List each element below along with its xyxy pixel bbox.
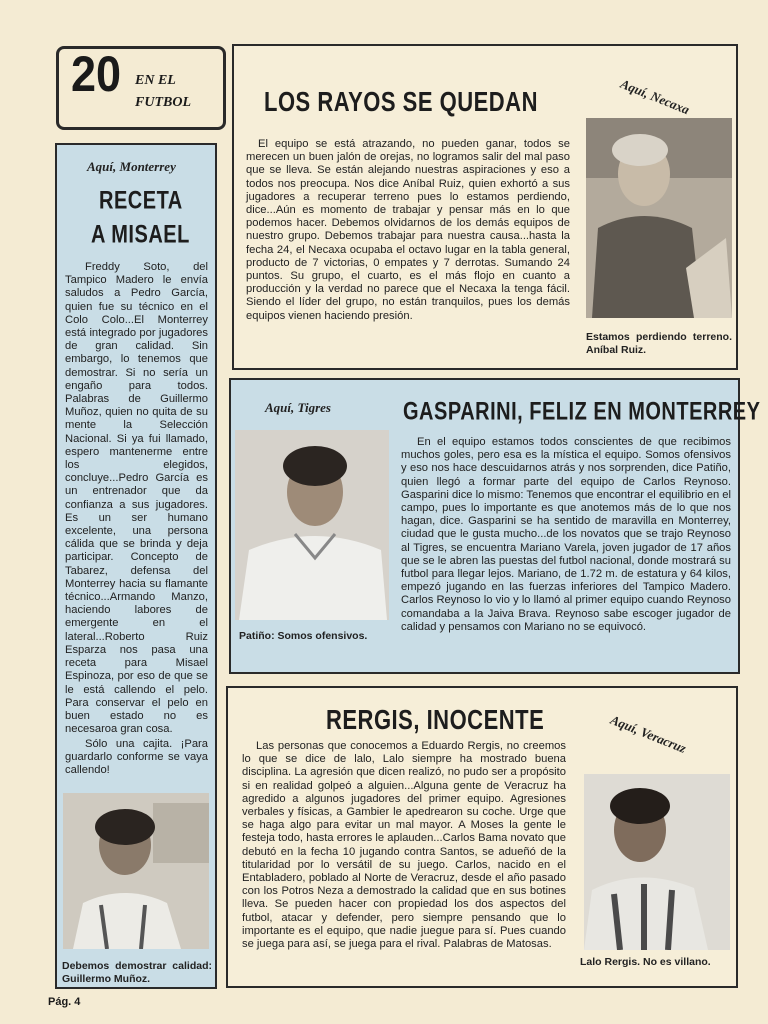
patino-photo xyxy=(235,430,389,620)
tigres-body: En el equipo estamos todos conscientes de que recibimos muchos goles, pero esa es la mística el equipo. Somos ofensivos y eso nos hace descuidarnos atrás y nos sorprenden, dice Patiño, quien llegó a formar parte del equipo de Carlos Reynoso. Gasparini dice lo mismo: Tenemos que encontrar el equilibrio en el campo, pues lo importante es que anotemos más de lo que nos hagan, dice. Gasparini se ha sentido de maravilla en Monterrey, ciudad que le gusta mucho...de los novatos que se trajo Reynoso al Tigres, se encuentra Mariano Varela, joven jugador de 17 años que se le abren las puestas del futbol nacional, donde mostrará su futbol para llegar lejos. Mariano, de 1.72 m. de estatura y 64 kilos, empezó jugando en las fuerzas inferiores del Tampico Madero. Carlos Reynoso lo vio y lo llamó al primer equipo cuando Reynoso comandaba a la Jaiva Brava. Reynoso sabe escoger jugador de calidad y pensamos con Mariano no se equivocó. xyxy=(401,436,731,633)
player-portrait-icon xyxy=(235,430,389,620)
section-label-line1: EN EL xyxy=(135,73,176,88)
tigres-title: GASPARINI, FELIZ EN MONTERREY xyxy=(403,398,761,426)
guillermo-munoz-photo xyxy=(63,793,209,949)
article-tigres xyxy=(229,378,761,674)
left-column-body: Freddy Soto, del Tampico Madero le envía saludos a Pedro García, quien fue su técnico en el Colo Colo...El Monterrey está integrado por jugadores de gran calidad. Sin embargo, lo tenemos que demostrar. Si no sería un engaño para todos. Palabras de Guillermo Muñoz, quien no quita de su mente la Selección Nacional. Si ya fui llamado, espero mantenerme entre los elegidos, concluye...Pedro García es un entrenador que da confianza a sus jugadores. Es un ser humano excelente, una persona cálida que se brinda y deja participar. Concepto de Tabarez, defensa del Monterrey hacia su flamante técnico...Armando Manzo, haciendo labores de emergente en el lateral...Roberto Ruiz Esparza nos pasa una receta para Misael Espinoza, por eso de que se le está callendo el pelo. Para conservar el pelo en buen estado no es necesaroa gran cosa. xyxy=(65,261,208,736)
left-column-tag: Aquí, Monterrey xyxy=(87,159,176,174)
veracruz-caption: Lalo Rergis. No es villano. xyxy=(580,956,711,968)
section-label-line2: FUTBOL xyxy=(135,95,191,110)
left-column-article xyxy=(55,143,217,989)
article-veracruz xyxy=(226,686,738,988)
article-necaxa xyxy=(232,44,738,370)
veracruz-title: RERGIS, INOCENTE xyxy=(326,704,545,736)
tigres-tag: Aquí, Tigres xyxy=(265,400,331,415)
left-column-caption: Debemos demostrar calidad: Guillermo Muñoz. xyxy=(62,960,212,985)
veracruz-body: Las personas que conocemos a Eduardo Rergis, no creemos lo que se dice de lalo, Lalo siempre ha mostrado buena disciplina. La agresión que dicen realizó, no pudo ser a propósito si en realidad golpeó a alguien...Alguna gente de Veracruz ha agredido a algunos jugadores del primer equipo. Agresiones verbales y físicas, a Gambier le apedrearon su coche. Urge que se haga algo para evitar un mal mayor. A Moses la gente le festeja todo, hasta errores le aplauden...Carlos Bama novato que debutó en la fecha 10 jugando contra Santos, se adueñó de la titularidad por lo versátil de su juego. Carlos, nacido en el Entabladero, poblado al Norte de Veracruz, desde el año pasado con los Potros Neza a demostrado la calidad que en sus botines lleva. Se pueden hacer con propiedad los dos aspectos del futbol, atacar y defender, pero siempre pensando que lo importante es el equipo, que nadie juegue para sí. Pues cuando se juega para así, se juega para el rival. Palabras de Matosas. xyxy=(242,740,566,951)
necaxa-title: LOS RAYOS SE QUEDAN xyxy=(264,86,538,118)
necaxa-tag: Aquí, Necaxa xyxy=(618,76,692,118)
veracruz-tag: Aquí, Veracruz xyxy=(608,712,689,756)
necaxa-caption: Estamos perdiendo terreno. Aníbal Ruiz. xyxy=(586,331,732,356)
player-portrait-icon xyxy=(63,793,209,949)
left-column-title-line1: RECETA xyxy=(99,187,183,215)
coach-portrait-icon xyxy=(586,118,732,318)
section-header xyxy=(56,46,226,130)
tigres-caption: Patiño: Somos ofensivos. xyxy=(239,630,368,642)
left-column-title-line2: A MISAEL xyxy=(91,221,190,249)
anibal-ruiz-photo xyxy=(586,118,732,318)
lalo-rergis-photo xyxy=(584,774,730,950)
page-number: Pág. 4 xyxy=(48,996,81,1008)
left-column-body-end: Sólo una cajita. ¡Para guardarlo conforme se vaya callendo! xyxy=(65,738,208,777)
section-number: 20 xyxy=(71,46,122,102)
necaxa-body: El equipo se está atrazando, no pueden ganar, todos se merecen un buen jalón de orejas, no logramos salir del mal paso que se lleva. Se están alejando nuestras aspiraciones y eso a todos nos preocupa. Nos dice Aníbal Ruiz, quien exhortó a sus jugadores a recuperar terreno pues lo estamos perdiendo, dice...Aún es momento de trabajar y pensar más en lo que podemos hacer. Debemos olvidarnos de los demás equipos de nuestro grupo. Debemos trabajar para nuestra causa...hasta la fecha 24, el Necaxa ocupaba el octavo lugar en la tabla general, producto de 7 victorias, 0 empates y 7 derrotas. Sumando 24 puntos. Su grupo, el cuarto, es el más flojo en cuanto a producción y la verdad no parece que el Necaxa la tenga fácil. Siendo el líder del grupo, no están tranquilos, pues los demás equipos vienen haciendo presión. xyxy=(246,138,570,322)
player-portrait-icon xyxy=(584,774,730,950)
